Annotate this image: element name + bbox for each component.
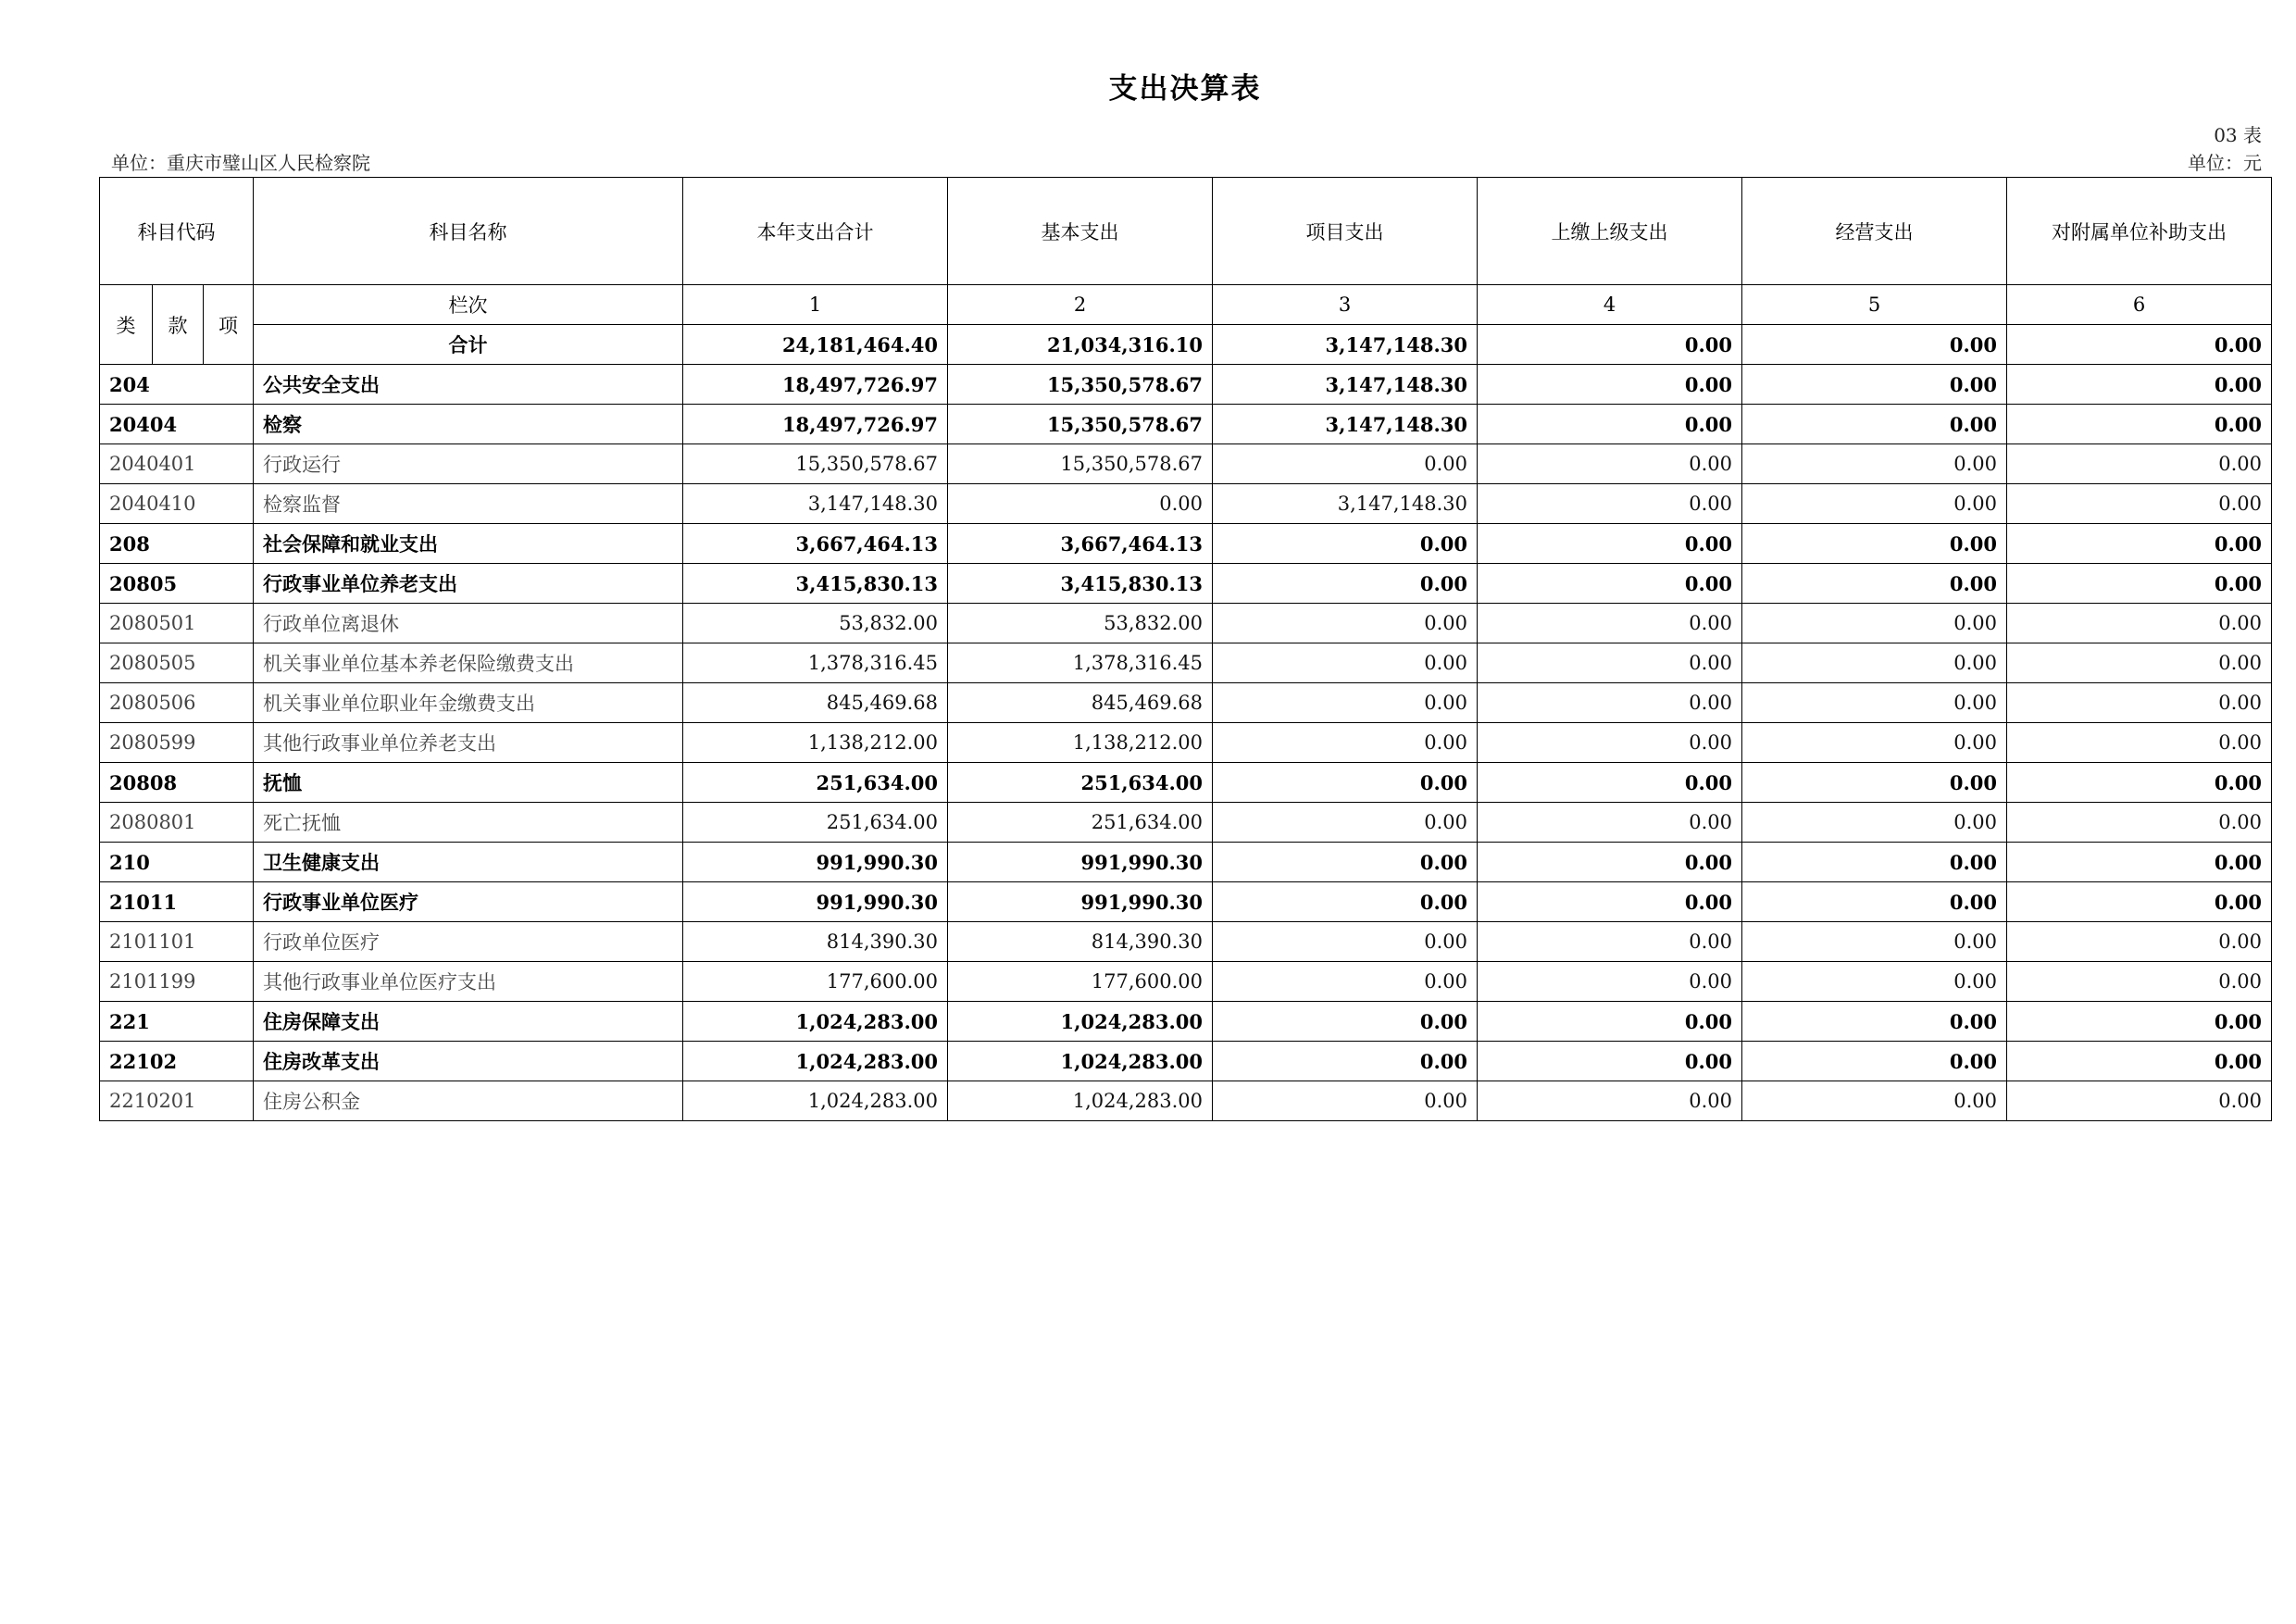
amount-cell: 15,350,578.67 [948, 365, 1213, 405]
amount-cell: 0.00 [2007, 365, 2272, 405]
table-row [100, 1042, 2272, 1081]
subject-name: 社会保障和就业支出 [254, 524, 683, 564]
amount-cell: 0.00 [1213, 843, 1478, 882]
lanci-num: 2 [948, 285, 1213, 325]
subject-code: 2210201 [100, 1081, 254, 1121]
amount-cell: 0.00 [2007, 643, 2272, 683]
table-row [100, 564, 2272, 604]
amount-cell: 0.00 [2007, 1002, 2272, 1042]
amount-cell: 18,497,726.97 [683, 405, 948, 444]
reporting-unit: 单位：重庆市璧山区人民检察院 [111, 152, 370, 174]
subject-code: 2040401 [100, 444, 254, 484]
header-name: 科目名称 [254, 178, 683, 285]
amount-cell: 18,497,726.97 [683, 365, 948, 405]
amount-cell: 3,667,464.13 [948, 524, 1213, 564]
subject-name: 住房改革支出 [254, 1042, 683, 1081]
amount-cell: 0.00 [2007, 484, 2272, 524]
subject-name: 检察监督 [254, 484, 683, 524]
total-label: 合计 [254, 325, 683, 365]
amount-cell: 53,832.00 [948, 604, 1213, 643]
level-xiang: 项 [204, 285, 254, 365]
subject-code: 2101101 [100, 922, 254, 962]
amount-cell: 0.00 [1478, 803, 1742, 843]
subject-code: 2080505 [100, 643, 254, 683]
amount-cell: 1,138,212.00 [683, 723, 948, 763]
amount-cell: 0.00 [2007, 444, 2272, 484]
amount-cell: 0.00 [1742, 1042, 2007, 1081]
amount-cell: 814,390.30 [948, 922, 1213, 962]
table-row [100, 365, 2272, 405]
amount-cell: 0.00 [1213, 882, 1478, 922]
subject-name: 检察 [254, 405, 683, 444]
total-value: 3,147,148.30 [1213, 325, 1478, 365]
amount-cell: 0.00 [1742, 604, 2007, 643]
amount-cell: 0.00 [1742, 524, 2007, 564]
amount-cell: 0.00 [1742, 723, 2007, 763]
amount-cell: 1,024,283.00 [948, 1042, 1213, 1081]
amount-cell: 991,990.30 [683, 843, 948, 882]
amount-cell: 0.00 [948, 484, 1213, 524]
amount-cell: 1,024,283.00 [683, 1042, 948, 1081]
subject-code: 22102 [100, 1042, 254, 1081]
amount-cell: 0.00 [1213, 604, 1478, 643]
header-code: 科目代码 [100, 178, 254, 285]
amount-cell: 0.00 [1478, 1042, 1742, 1081]
level-lei: 类 [100, 285, 153, 365]
amount-cell: 0.00 [1742, 962, 2007, 1002]
amount-cell: 0.00 [1742, 683, 2007, 723]
amount-cell: 3,415,830.13 [683, 564, 948, 604]
lanci-num: 3 [1213, 285, 1478, 325]
subject-code: 20404 [100, 405, 254, 444]
amount-cell: 0.00 [1213, 683, 1478, 723]
table-row [100, 683, 2272, 723]
subject-code: 2101199 [100, 962, 254, 1002]
table-row [100, 444, 2272, 484]
table-row [100, 922, 2272, 962]
lanci-num: 4 [1478, 285, 1742, 325]
amount-cell: 1,378,316.45 [683, 643, 948, 683]
total-row [100, 325, 2272, 365]
subject-name: 机关事业单位职业年金缴费支出 [254, 683, 683, 723]
amount-cell: 0.00 [2007, 843, 2272, 882]
amount-cell: 991,990.30 [948, 843, 1213, 882]
amount-cell: 53,832.00 [683, 604, 948, 643]
subject-code: 20805 [100, 564, 254, 604]
amount-cell: 3,147,148.30 [1213, 365, 1478, 405]
subject-name: 行政运行 [254, 444, 683, 484]
table-row [100, 962, 2272, 1002]
amount-cell: 0.00 [1742, 1002, 2007, 1042]
lanci-row [100, 285, 2272, 325]
amount-cell: 0.00 [2007, 683, 2272, 723]
form-number: 03 表 [2214, 124, 2262, 146]
table-row [100, 484, 2272, 524]
amount-cell: 991,990.30 [683, 882, 948, 922]
amount-cell: 1,138,212.00 [948, 723, 1213, 763]
subject-code: 20808 [100, 763, 254, 803]
subject-code: 2080801 [100, 803, 254, 843]
subject-name: 其他行政事业单位养老支出 [254, 723, 683, 763]
amount-cell: 3,147,148.30 [1213, 405, 1478, 444]
amount-cell: 0.00 [2007, 1081, 2272, 1121]
amount-cell: 0.00 [2007, 524, 2272, 564]
table-row [100, 405, 2272, 444]
subject-name: 住房公积金 [254, 1081, 683, 1121]
amount-cell: 0.00 [1213, 643, 1478, 683]
lanci-num: 1 [683, 285, 948, 325]
amount-cell: 0.00 [1478, 524, 1742, 564]
amount-cell: 0.00 [1478, 484, 1742, 524]
subject-code: 21011 [100, 882, 254, 922]
header-row [100, 178, 2272, 285]
total-value: 0.00 [2007, 325, 2272, 365]
amount-cell: 0.00 [1742, 763, 2007, 803]
subject-name: 公共安全支出 [254, 365, 683, 405]
amount-cell: 251,634.00 [683, 803, 948, 843]
amount-cell: 0.00 [1478, 763, 1742, 803]
table-row [100, 1081, 2272, 1121]
amount-cell: 0.00 [1742, 405, 2007, 444]
amount-cell: 177,600.00 [948, 962, 1213, 1002]
amount-cell: 0.00 [1478, 962, 1742, 1002]
total-value: 0.00 [1478, 325, 1742, 365]
amount-cell: 177,600.00 [683, 962, 948, 1002]
subject-name: 死亡抚恤 [254, 803, 683, 843]
amount-cell: 0.00 [1213, 803, 1478, 843]
header-col-6: 对附属单位补助支出 [2007, 178, 2272, 285]
amount-cell: 0.00 [1213, 524, 1478, 564]
total-value: 24,181,464.40 [683, 325, 948, 365]
table-row [100, 763, 2272, 803]
subject-name: 行政单位医疗 [254, 922, 683, 962]
amount-cell: 0.00 [1213, 1081, 1478, 1121]
amount-cell: 0.00 [2007, 405, 2272, 444]
subject-name: 机关事业单位基本养老保险缴费支出 [254, 643, 683, 683]
amount-cell: 0.00 [1213, 922, 1478, 962]
amount-cell: 251,634.00 [948, 763, 1213, 803]
header-col-1: 本年支出合计 [683, 178, 948, 285]
amount-cell: 845,469.68 [948, 683, 1213, 723]
page-title: 支出决算表 [1108, 72, 1262, 106]
subject-code: 210 [100, 843, 254, 882]
amount-cell: 0.00 [1213, 763, 1478, 803]
table-row [100, 803, 2272, 843]
amount-cell: 0.00 [1478, 444, 1742, 484]
amount-cell: 0.00 [1213, 444, 1478, 484]
currency-unit: 单位：元 [2188, 152, 2262, 174]
amount-cell: 0.00 [2007, 604, 2272, 643]
amount-cell: 0.00 [1742, 922, 2007, 962]
amount-cell: 1,024,283.00 [948, 1081, 1213, 1121]
lanci-num: 6 [2007, 285, 2272, 325]
amount-cell: 3,415,830.13 [948, 564, 1213, 604]
amount-cell: 0.00 [1213, 962, 1478, 1002]
amount-cell: 0.00 [1742, 564, 2007, 604]
amount-cell: 0.00 [1742, 843, 2007, 882]
header-col-5: 经营支出 [1742, 178, 2007, 285]
amount-cell: 0.00 [2007, 882, 2272, 922]
subject-name: 其他行政事业单位医疗支出 [254, 962, 683, 1002]
table-row [100, 643, 2272, 683]
amount-cell: 1,024,283.00 [948, 1002, 1213, 1042]
amount-cell: 0.00 [1213, 1042, 1478, 1081]
amount-cell: 0.00 [2007, 763, 2272, 803]
table-row [100, 1002, 2272, 1042]
amount-cell: 15,350,578.67 [948, 405, 1213, 444]
amount-cell: 0.00 [1742, 643, 2007, 683]
amount-cell: 0.00 [1478, 1002, 1742, 1042]
amount-cell: 0.00 [2007, 723, 2272, 763]
subject-code: 208 [100, 524, 254, 564]
table-row [100, 524, 2272, 564]
amount-cell: 0.00 [1742, 882, 2007, 922]
subject-code: 2080501 [100, 604, 254, 643]
amount-cell: 0.00 [2007, 1042, 2272, 1081]
amount-cell: 0.00 [1478, 683, 1742, 723]
amount-cell: 0.00 [1742, 484, 2007, 524]
subject-name: 卫生健康支出 [254, 843, 683, 882]
amount-cell: 15,350,578.67 [948, 444, 1213, 484]
amount-cell: 0.00 [1213, 1002, 1478, 1042]
total-value: 0.00 [1742, 325, 2007, 365]
lanci-num: 5 [1742, 285, 2007, 325]
amount-cell: 0.00 [1742, 365, 2007, 405]
subject-name: 行政单位离退休 [254, 604, 683, 643]
amount-cell: 1,024,283.00 [683, 1081, 948, 1121]
amount-cell: 0.00 [2007, 803, 2272, 843]
amount-cell: 3,667,464.13 [683, 524, 948, 564]
lanci-label: 栏次 [254, 285, 683, 325]
header-col-4: 上缴上级支出 [1478, 178, 1742, 285]
amount-cell: 3,147,148.30 [683, 484, 948, 524]
amount-cell: 1,024,283.00 [683, 1002, 948, 1042]
subject-code: 2080599 [100, 723, 254, 763]
subject-code: 2080506 [100, 683, 254, 723]
amount-cell: 991,990.30 [948, 882, 1213, 922]
amount-cell: 0.00 [1478, 922, 1742, 962]
table-row [100, 882, 2272, 922]
amount-cell: 0.00 [1478, 843, 1742, 882]
header-col-3: 项目支出 [1213, 178, 1478, 285]
amount-cell: 0.00 [1742, 444, 2007, 484]
header-col-2: 基本支出 [948, 178, 1213, 285]
amount-cell: 0.00 [1478, 365, 1742, 405]
amount-cell: 251,634.00 [683, 763, 948, 803]
amount-cell: 0.00 [1742, 803, 2007, 843]
amount-cell: 0.00 [1478, 643, 1742, 683]
amount-cell: 15,350,578.67 [683, 444, 948, 484]
subject-name: 住房保障支出 [254, 1002, 683, 1042]
amount-cell: 0.00 [1213, 564, 1478, 604]
amount-cell: 0.00 [1478, 723, 1742, 763]
subject-name: 抚恤 [254, 763, 683, 803]
table-row [100, 604, 2272, 643]
amount-cell: 814,390.30 [683, 922, 948, 962]
expenditure-table [99, 177, 2272, 1121]
amount-cell: 0.00 [2007, 922, 2272, 962]
amount-cell: 251,634.00 [948, 803, 1213, 843]
amount-cell: 0.00 [1478, 1081, 1742, 1121]
subject-code: 221 [100, 1002, 254, 1042]
table-row [100, 723, 2272, 763]
subject-code: 2040410 [100, 484, 254, 524]
amount-cell: 0.00 [1478, 882, 1742, 922]
amount-cell: 0.00 [1742, 1081, 2007, 1121]
table-row [100, 843, 2272, 882]
subject-name: 行政事业单位医疗 [254, 882, 683, 922]
amount-cell: 0.00 [1213, 723, 1478, 763]
subject-code: 204 [100, 365, 254, 405]
amount-cell: 3,147,148.30 [1213, 484, 1478, 524]
amount-cell: 845,469.68 [683, 683, 948, 723]
amount-cell: 1,378,316.45 [948, 643, 1213, 683]
total-value: 21,034,316.10 [948, 325, 1213, 365]
level-kuan: 款 [153, 285, 204, 365]
amount-cell: 0.00 [1478, 604, 1742, 643]
amount-cell: 0.00 [2007, 564, 2272, 604]
subject-name: 行政事业单位养老支出 [254, 564, 683, 604]
amount-cell: 0.00 [1478, 405, 1742, 444]
amount-cell: 0.00 [2007, 962, 2272, 1002]
amount-cell: 0.00 [1478, 564, 1742, 604]
